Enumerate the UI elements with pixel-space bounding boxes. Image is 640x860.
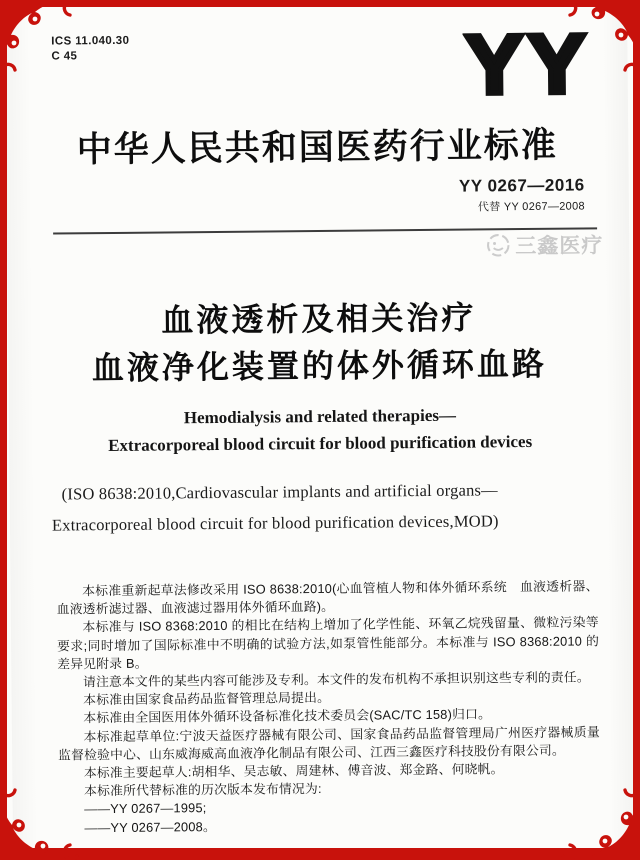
frame-bar-left — [0, 0, 7, 860]
standard-number: YY 0267—2016 — [458, 175, 585, 196]
class-code: C 45 — [51, 50, 78, 63]
foreword-paragraph: 本标准所代替标准的历次版本发布情况为: — [84, 781, 322, 799]
document-title-cn-line1: 血液透析及相关治疗 — [161, 299, 477, 339]
standard-header-title: 中华人民共和国医药行业标准 — [76, 125, 558, 170]
scanned-page — [5, 5, 635, 850]
frame-corner-ornament-bottom-right — [560, 780, 640, 860]
watermark-text: 三鑫医疗 — [515, 234, 604, 259]
replaces-note: 代替 YY 0267—2008 — [477, 200, 585, 214]
iso-reference — [51, 473, 598, 540]
document-title-en — [9, 400, 631, 460]
foreword-paragraph: 本标准与 ISO 8368:2010 的相比在结构上增加了化学性能、环氧乙烷残留量、微粒污染等要求;同时增加了国际标准中不明确的试验方法,如泵管性能部分。本标准与 ISO 8368:2010 的差异见附录 B。 — [57, 614, 600, 672]
foreword-paragraph: ——YY 0267—1995; — [84, 800, 207, 817]
standard-number-block — [459, 175, 585, 214]
foreword-paragraph: 请注意本文件的某些内容可能涉及专利。本文件的发布机构不承担识别这些专利的责任。 — [82, 669, 590, 690]
foreword-paragraph: 本标准由全国医用体外循环设备标准化技术委员会(SAC/TC 158)归口。 — [83, 706, 492, 726]
frame-bar-top — [0, 0, 640, 7]
sanxin-medical-logo-icon — [485, 232, 511, 258]
foreword-paragraph: 本标准起草单位:宁波天益医疗器械有限公司、国家食品药品监督管理局广州医疗器械质量监督检验中心、山东威海威高血液净化制品有限公司、江西三鑫医疗科技股份有限公司。 — [58, 723, 601, 763]
frame-corner-ornament-top-left — [0, 0, 80, 80]
frame-bar-bottom — [0, 848, 640, 860]
document-title-en-line1: Hemodialysis and related therapies— — [183, 405, 457, 428]
iso-reference-line2: Extracorporeal blood circuit for blood purification devices,MOD) — [51, 511, 499, 535]
yy-standard-logo: YY — [464, 16, 591, 112]
foreword-paragraph: ——YY 0267—2008。 — [84, 818, 217, 835]
iso-reference-line1: (ISO 8638:2010,Cardiovascular implants and artificial organs— — [61, 480, 498, 504]
ics-code: ICS 11.040.30 — [51, 34, 130, 48]
document-title-en-line2: Extracorporeal blood circuit for blood purification devices — [108, 431, 533, 456]
foreword-paragraph: 本标准由国家食品药品监督管理总局提出。 — [83, 690, 331, 708]
foreword-paragraph: 本标准主要起草人:胡相华、吴志敏、周建林、傅音波、郑金路、何晓帆。 — [83, 761, 504, 781]
frame-corner-ornament-top-right — [560, 0, 640, 80]
document-title-cn-line2: 血液净化装置的体外循环血路 — [91, 345, 548, 387]
frame-corner-ornament-bottom-left — [0, 780, 80, 860]
foreword-section — [56, 577, 600, 837]
watermark — [485, 229, 603, 260]
document-title-cn — [8, 293, 631, 393]
frame-bar-right — [633, 0, 640, 860]
foreword-paragraph: 本标准重新起草法修改采用 ISO 8638:2010(心血管植人物和体外循环系统 血液透析器、血液透析滤过器、血液滤过器用体外循环血路)。 — [56, 578, 599, 617]
